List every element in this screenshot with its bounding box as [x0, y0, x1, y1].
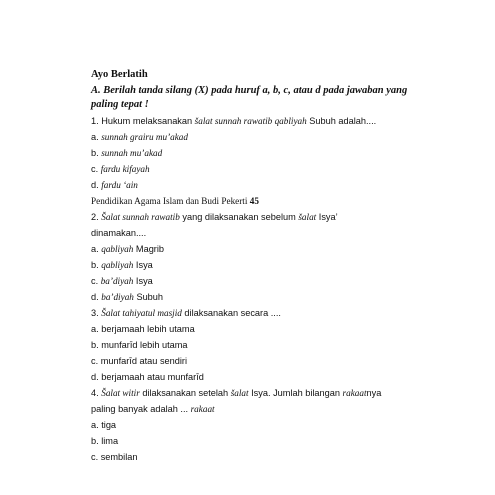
question-4-middle-2: Isya. Jumlah bilangan — [248, 388, 343, 398]
option-italic: ba’diyah — [100, 276, 134, 286]
question-4-line-2-text: paling banyak adalah ... — [91, 404, 191, 414]
q1-option-c[interactable] — [91, 162, 150, 176]
option-italic: ba’diyah — [101, 292, 134, 302]
option-letter: d. — [91, 292, 102, 302]
option-letter: a. — [91, 324, 102, 334]
question-3-prefix: 3. — [91, 308, 102, 318]
question-2-prefix: 2. — [91, 212, 102, 222]
option-text: munfarīd lebih utama — [101, 340, 188, 350]
question-2-line-2: dinamakan.... — [91, 228, 147, 238]
question-1-suffix: Subuh adalah.... — [306, 116, 377, 126]
option-letter: a. — [91, 132, 102, 142]
question-4-line-2-italic: rakaat — [190, 404, 215, 414]
question-1-italic: šalat sunnah rawatib qabliyah — [194, 116, 307, 126]
option-letter: c. — [91, 276, 101, 286]
question-4 — [91, 386, 381, 400]
option-italic: fardu kifayah — [100, 164, 150, 174]
question-1-prefix: 1. Hukum melaksanakan — [91, 116, 195, 126]
option-italic: qabliyah — [101, 260, 134, 270]
option-text: tiga — [101, 420, 117, 430]
q1-option-d[interactable] — [91, 178, 138, 192]
option-text: berjamaah lebih utama — [101, 324, 195, 334]
page-number: 45 — [249, 196, 259, 206]
option-letter: b. — [91, 340, 102, 350]
option-letter: c. — [91, 164, 101, 174]
q1-option-b[interactable] — [91, 146, 162, 160]
option-text: sembilan — [100, 452, 138, 462]
question-2-suffix: Isya’ — [316, 212, 338, 222]
option-text: Isya — [133, 276, 153, 286]
option-italic: qabliyah — [101, 244, 134, 254]
q4-option-c[interactable] — [91, 450, 137, 464]
option-text: berjamaah atau munfarīd — [101, 372, 204, 382]
section-title: Ayo Berlatih — [91, 69, 148, 80]
q4-option-b[interactable] — [91, 434, 118, 448]
question-4-line-2 — [91, 402, 215, 416]
page-footer — [91, 194, 259, 208]
q3-option-d[interactable] — [91, 370, 204, 384]
question-2-italic-2: šalat — [298, 212, 317, 222]
question-3 — [91, 306, 281, 320]
q2-option-a[interactable] — [91, 242, 164, 256]
q3-option-b[interactable] — [91, 338, 188, 352]
option-letter: c. — [91, 356, 101, 366]
q2-option-c[interactable] — [91, 274, 153, 288]
option-letter: a. — [91, 420, 102, 430]
question-3-italic: Šalat tahiyatul masjid — [101, 308, 182, 318]
option-italic: sunnah mu’akad — [101, 148, 163, 158]
question-3-suffix: dilaksanakan secara .... — [181, 308, 281, 318]
question-4-prefix: 4. — [91, 388, 102, 398]
option-text: Isya — [133, 260, 153, 270]
option-letter: c. — [91, 452, 101, 462]
option-text: munfarīd atau sendiri — [100, 356, 188, 366]
question-4-italic: Šalat witir — [101, 388, 140, 398]
option-letter: b. — [91, 260, 102, 270]
option-letter: d. — [91, 180, 102, 190]
instruction-line-1: A. Berilah tanda silang (X) pada huruf a, b, c, atau d pada jawaban yang — [91, 85, 408, 96]
question-1 — [91, 114, 376, 128]
q1-option-a[interactable] — [91, 130, 188, 144]
question-4-middle: dilaksanakan setelah — [139, 388, 231, 398]
option-italic: sunnah grairu mu’akad — [101, 132, 188, 142]
q2-option-d[interactable] — [91, 290, 163, 304]
option-letter: d. — [91, 372, 102, 382]
q4-option-a[interactable] — [91, 418, 116, 432]
question-2-italic: Šalat sunnah rawatib — [101, 212, 180, 222]
q2-option-b[interactable] — [91, 258, 153, 272]
question-4-suffix: nya — [366, 388, 382, 398]
question-2 — [91, 210, 338, 224]
q3-option-a[interactable] — [91, 322, 195, 336]
instruction-line-2: paling tepat ! — [91, 99, 149, 110]
option-letter: b. — [91, 148, 102, 158]
option-text: Magrib — [133, 244, 165, 254]
option-letter: b. — [91, 436, 102, 446]
question-4-italic-2: šalat — [230, 388, 249, 398]
question-2-middle: yang dilaksanakan sebelum — [179, 212, 299, 222]
option-text: lima — [101, 436, 119, 446]
option-italic: fardu ‘ain — [101, 180, 138, 190]
question-4-italic-3: rakaat — [342, 388, 367, 398]
option-text: Subuh — [133, 292, 164, 302]
page-footer-text: Pendidikan Agama Islam dan Budi Pekerti — [91, 196, 248, 206]
option-letter: a. — [91, 244, 102, 254]
q3-option-c[interactable] — [91, 354, 187, 368]
